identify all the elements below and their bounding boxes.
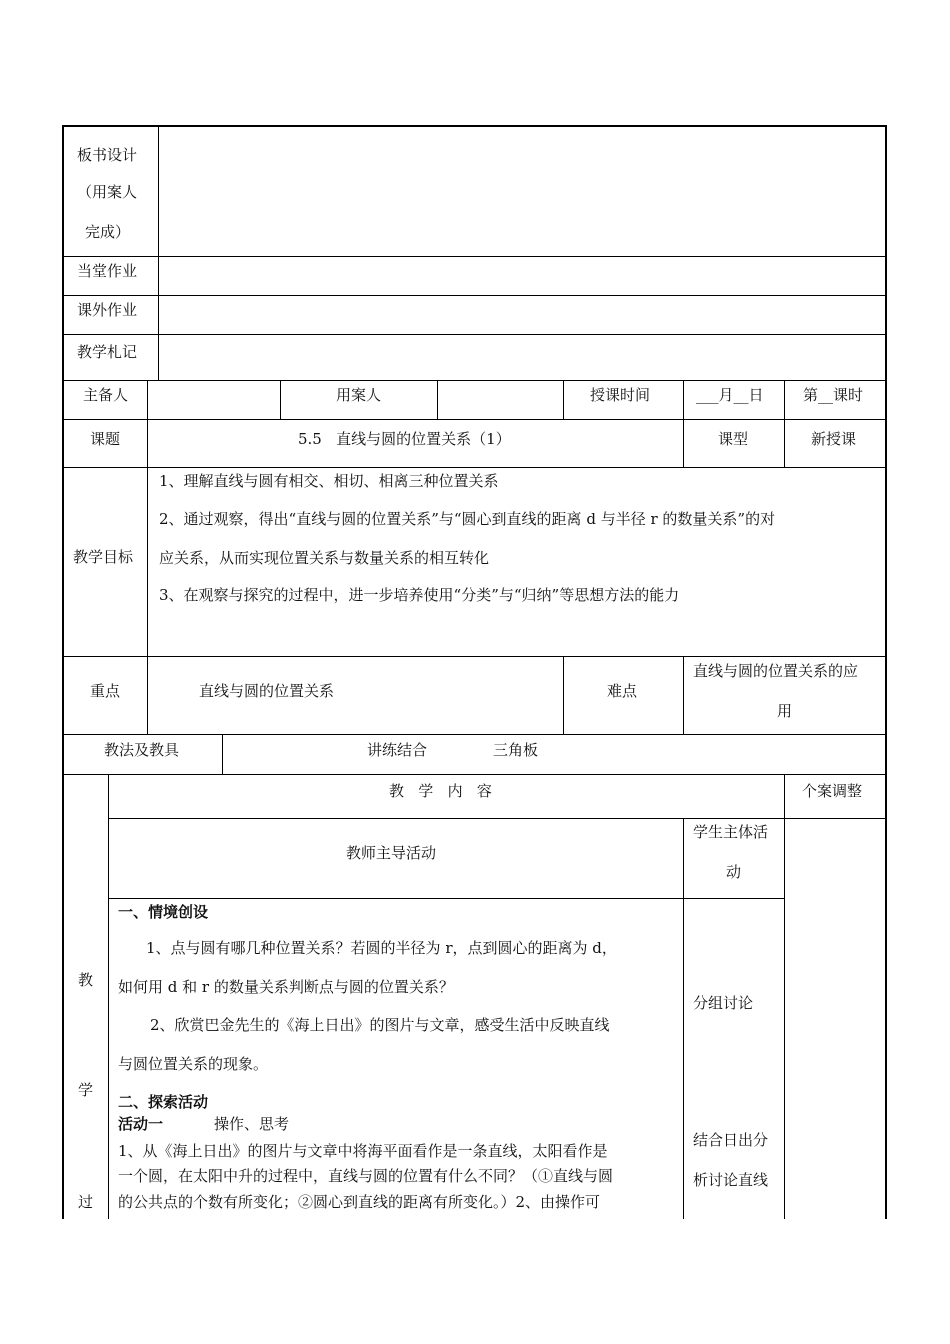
row-divider: [62, 380, 887, 381]
content-line: 2、欣赏巴金先生的《海上日出》的图片与文章，感受生活中反映直线: [150, 1016, 610, 1034]
board-design-label: （用案人: [77, 183, 138, 201]
content-line: 1、点与圆有哪几种位置关系？若圆的半径为 r，点到圆心的距离为 d，: [146, 939, 617, 957]
col-divider: [683, 818, 684, 1219]
lesson-topic: 5.5 直线与圆的位置关系（1）: [298, 430, 511, 448]
teaching-notes-label: 教学札记: [77, 343, 138, 361]
activity-title: 活动一: [118, 1115, 164, 1133]
objective-item: 2、通过观察，得出“直线与圆的位置关系”与“圆心到直线的距离 d 与半径 r 的数量关系”的对: [159, 510, 776, 528]
row-divider: [62, 467, 887, 468]
difficult-point: 直线与圆的位置关系的应: [693, 662, 859, 680]
col-divider: [437, 380, 438, 419]
objective-item: 3、在观察与探究的过程中，进一步培养使用“分类”与“归纳”等思想方法的能力: [159, 586, 680, 604]
col-divider: [784, 380, 785, 467]
col-divider: [280, 380, 281, 419]
col-divider: [563, 380, 564, 419]
content-line: 一个圆，在太阳中升的过程中，直线与圆的位置有什么不同？（①直线与圆: [118, 1167, 614, 1185]
row-divider: [62, 774, 887, 775]
section-title: 二、探索活动: [118, 1093, 209, 1111]
user-label: 用案人: [336, 386, 382, 404]
student-activity-header: 学生主体活: [693, 823, 769, 841]
topic-label: 课题: [90, 430, 121, 448]
teaching-tool: 三角板: [493, 741, 539, 759]
lesson-type-label: 课型: [718, 430, 749, 448]
row-divider: [62, 419, 887, 420]
student-note: 结合日出分: [693, 1131, 769, 1149]
row-divider: [62, 734, 887, 735]
col-divider: [158, 125, 159, 380]
student-note: 分组讨论: [693, 994, 754, 1012]
class-period: 第__课时: [803, 386, 864, 404]
content-line: 如何用 d 和 r 的数量关系判断点与圆的位置关系？: [118, 978, 454, 996]
row-divider: [108, 818, 887, 819]
student-note: 析讨论直线: [693, 1171, 769, 1189]
col-divider: [683, 656, 684, 734]
col-divider: [108, 774, 109, 1219]
objective-item: 应关系，从而实现位置关系与数量关系的相互转化: [159, 549, 490, 567]
row-divider: [62, 295, 887, 296]
difficult-point: 用: [777, 702, 793, 720]
col-divider: [222, 734, 223, 774]
section-title: 一、情境创设: [118, 903, 209, 921]
col-divider: [563, 656, 564, 734]
class-date: ___月__日: [696, 386, 764, 404]
row-divider: [62, 656, 887, 657]
content-line: 与圆位置关系的现象。: [118, 1055, 269, 1073]
col-divider: [683, 380, 684, 467]
main-preparer-label: 主备人: [83, 386, 129, 404]
teacher-activity-header: 教师主导活动: [346, 844, 437, 862]
content-header: 教 学 内 容: [389, 782, 492, 800]
process-side-label: 教: [78, 971, 94, 989]
activity-subtitle: 操作、思考: [214, 1115, 290, 1133]
row-divider: [62, 334, 887, 335]
adjust-header: 个案调整: [802, 782, 863, 800]
class-time-label: 授课时间: [590, 386, 651, 404]
key-point-label: 重点: [90, 682, 121, 700]
objectives-label: 教学目标: [73, 548, 134, 566]
methods-label: 教法及教具: [104, 741, 180, 759]
process-side-label: 学: [78, 1081, 94, 1099]
in-class-homework-label: 当堂作业: [77, 262, 138, 280]
lesson-type: 新授课: [811, 430, 857, 448]
col-divider: [147, 380, 148, 734]
content-line: 的公共点的个数有所变化；②圆心到直线的距离有所变化。）2、由操作可: [118, 1193, 601, 1211]
objective-item: 1、理解直线与圆有相交、相切、相离三种位置关系: [159, 472, 499, 490]
content-line: 1、从《海上日出》的图片与文章中将海平面看作是一条直线，太阳看作是: [118, 1142, 608, 1160]
row-divider: [62, 256, 887, 257]
key-point: 直线与圆的位置关系: [199, 682, 335, 700]
difficult-point-label: 难点: [607, 682, 638, 700]
after-class-homework-label: 课外作业: [77, 301, 138, 319]
process-side-label: 过: [78, 1193, 94, 1211]
board-design-label: 完成）: [85, 223, 131, 241]
teaching-method: 讲练结合: [367, 741, 428, 759]
board-design-label: 板书设计: [77, 146, 138, 164]
student-activity-header: 动: [726, 863, 742, 881]
col-divider: [784, 774, 785, 1219]
